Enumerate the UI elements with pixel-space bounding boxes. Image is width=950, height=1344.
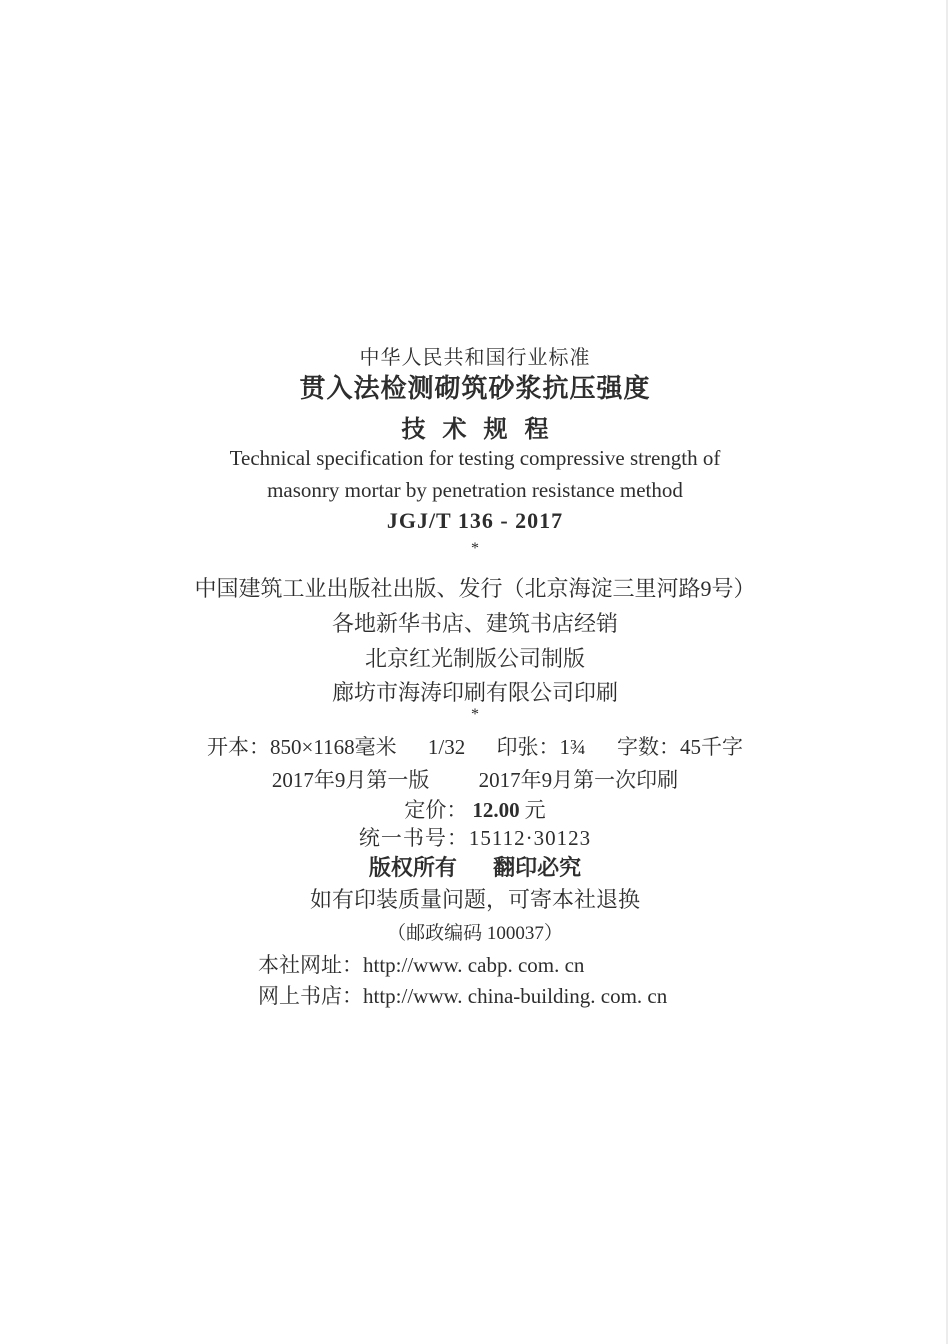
format-sheets: 印张：1¾ <box>496 735 586 759</box>
postal-code: （邮政编码 100037） <box>387 923 563 944</box>
printing-line: 廊坊市海涛印刷有限公司印刷 <box>331 680 618 705</box>
page-edge-line <box>946 0 948 1344</box>
website-label: 本社网址： <box>258 953 363 977</box>
format-wordcount: 字数：45千字 <box>616 735 743 759</box>
copyright-notice <box>0 851 950 882</box>
unified-book-number: 统一书号：15112·30123 <box>358 826 592 850</box>
edition-line <box>0 764 950 794</box>
publisher-website-line <box>258 949 584 979</box>
online-bookstore-line <box>258 980 667 1010</box>
website-url: http://www. cabp. com. cn <box>363 953 585 977</box>
page-subtitle: 技术规程 <box>401 416 566 443</box>
bookstore-url: http://www. china-building. com. cn <box>363 984 668 1008</box>
copyright-right: 翻印必究 <box>493 855 582 880</box>
price-value: 12.00 <box>472 798 520 822</box>
price-unit: 元 <box>524 798 546 822</box>
divider-star-bottom: * <box>471 706 479 723</box>
standard-code: JGJ/T 136 - 2017 <box>386 508 564 533</box>
price-line <box>0 794 950 824</box>
divider-star-top: * <box>471 540 479 557</box>
standard-category: 中华人民共和国行业标准 <box>359 347 591 369</box>
bookstore-label: 网上书店： <box>258 984 363 1008</box>
page-title: 贯入法检测砌筑砂浆抗压强度 <box>299 373 651 403</box>
format-spec-line <box>0 731 950 761</box>
format-size: 开本：850×1168毫米 <box>207 735 397 759</box>
publisher-line: 中国建筑工业出版社出版、发行（北京海淀三里河路9号） <box>194 576 756 601</box>
copyright-left: 版权所有 <box>368 855 457 880</box>
return-notice: 如有印装质量问题，可寄本社退换 <box>309 887 640 912</box>
distribution-line: 各地新华书店、建筑书店经销 <box>331 611 618 636</box>
platemaking-line: 北京红光制版公司制版 <box>364 646 585 671</box>
title-english-line1: Technical specification for testing compressive strength of <box>229 446 721 470</box>
edition-text: 2017年9月第一版 <box>271 768 430 792</box>
format-fraction: 1/32 <box>427 735 466 759</box>
price-label: 定价： <box>404 798 468 822</box>
title-english-line2: masonry mortar by penetration resistance method <box>267 478 683 502</box>
impression-text: 2017年9月第一次印刷 <box>478 768 679 792</box>
